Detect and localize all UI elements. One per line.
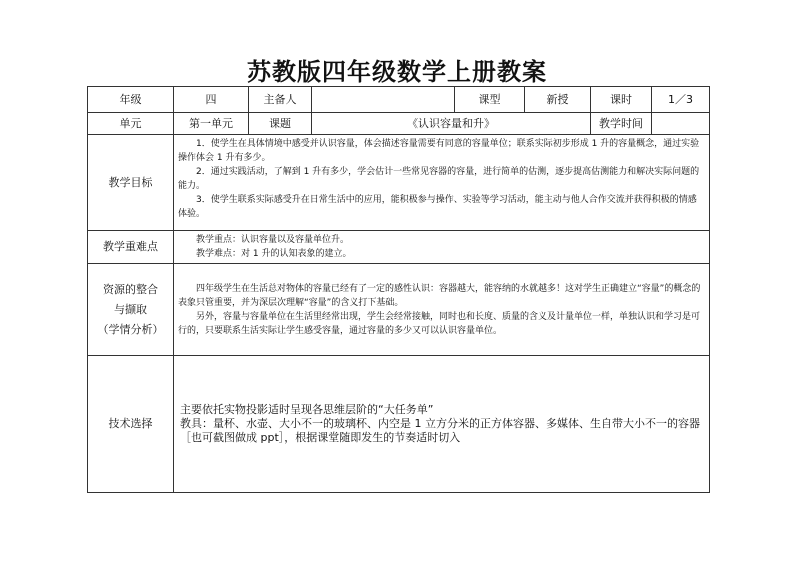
row-resources bbox=[88, 264, 710, 356]
document-title: 苏教版四年级数学上册教案 bbox=[247, 58, 547, 86]
keypoint-item: 教学难点：对 1 升的认知表象的建立。 bbox=[196, 249, 352, 259]
objective-item: 1．使学生在具体情境中感受并认识容量，体会描述容量需要有同意的容量单位；联系实际初步形成 1 升的容量概念，通过实验操作体会 1 升有多少。 bbox=[178, 139, 700, 163]
row-unit bbox=[88, 113, 710, 135]
objectives-label: 教学目标 bbox=[88, 135, 174, 231]
technology-line: 主要依托实物投影适时呈现各思维层阶的“大任务单” bbox=[180, 403, 434, 416]
resources-label bbox=[88, 264, 174, 356]
resources-paragraph: 四年级学生在生活总对物体的容量已经有了一定的感性认识：容器越大，能容纳的水就越多！这对学生正确建立“容量”的概念的表象只管重要，并为深层次理解“容量”的含义打下基础。 bbox=[178, 283, 701, 308]
grade-label: 年级 bbox=[88, 87, 174, 113]
technology-line: 教具：量杯、水壶、大小不一的玻璃杯、内空是 1 立方分米的正方体容器、多媒体、生自带大小不一的容器［也可截图做成 ppt］，根据课堂随即发生的节奏适时切入 bbox=[180, 417, 700, 444]
preparer-label: 主备人 bbox=[249, 87, 312, 113]
row-grade bbox=[88, 87, 710, 113]
row-technology bbox=[88, 356, 710, 493]
keypoints-content bbox=[174, 231, 710, 264]
unit-value: 第一单元 bbox=[174, 113, 249, 135]
teaching-time-value bbox=[652, 113, 710, 135]
objectives-content bbox=[174, 135, 710, 231]
resources-label-line: 资源的整合 bbox=[103, 282, 158, 296]
keypoints-label: 教学重难点 bbox=[88, 231, 174, 264]
objective-item: 2．通过实践活动，了解到 1 升有多少，学会估计一些常见容器的容量，进行简单的估测，逐步提高估测能力和解决实际问题的能力。 bbox=[178, 167, 700, 191]
unit-label: 单元 bbox=[88, 113, 174, 135]
teaching-time-label: 教学时间 bbox=[591, 113, 652, 135]
row-keypoints bbox=[88, 231, 710, 264]
resources-paragraph: 另外，容量与容量单位在生活里经常出现，学生会经常接触，同时也和长度、质量的含义及计量单位一样，单独认识和学习是可行的，只要联系生活实际让学生感受容量，通过容量的多少又可以认识容量单位。 bbox=[178, 311, 701, 336]
grade-value: 四 bbox=[174, 87, 249, 113]
resources-content bbox=[174, 264, 710, 356]
resources-label-line: （学情分析） bbox=[97, 322, 164, 336]
resources-label-line: 与撷取 bbox=[114, 302, 147, 316]
period-value: 1／3 bbox=[652, 87, 710, 113]
row-objectives bbox=[88, 135, 710, 231]
lesson-plan-table bbox=[87, 86, 710, 493]
technology-label: 技术选择 bbox=[88, 356, 174, 493]
technology-content bbox=[174, 356, 710, 493]
objective-item: 3．使学生联系实际感受升在日常生活中的应用，能积极参与操作、实验等学习活动，能主动与他人合作交流并获得积极的情感体验。 bbox=[178, 195, 697, 219]
lesson-type-label: 课型 bbox=[455, 87, 525, 113]
topic-label: 课题 bbox=[249, 113, 312, 135]
period-label: 课时 bbox=[591, 87, 652, 113]
preparer-value bbox=[312, 87, 455, 113]
keypoint-item: 教学重点：认识容量以及容量单位升。 bbox=[196, 235, 350, 245]
lesson-type-value: 新授 bbox=[525, 87, 591, 113]
topic-value: 《认识容量和升》 bbox=[312, 113, 591, 135]
